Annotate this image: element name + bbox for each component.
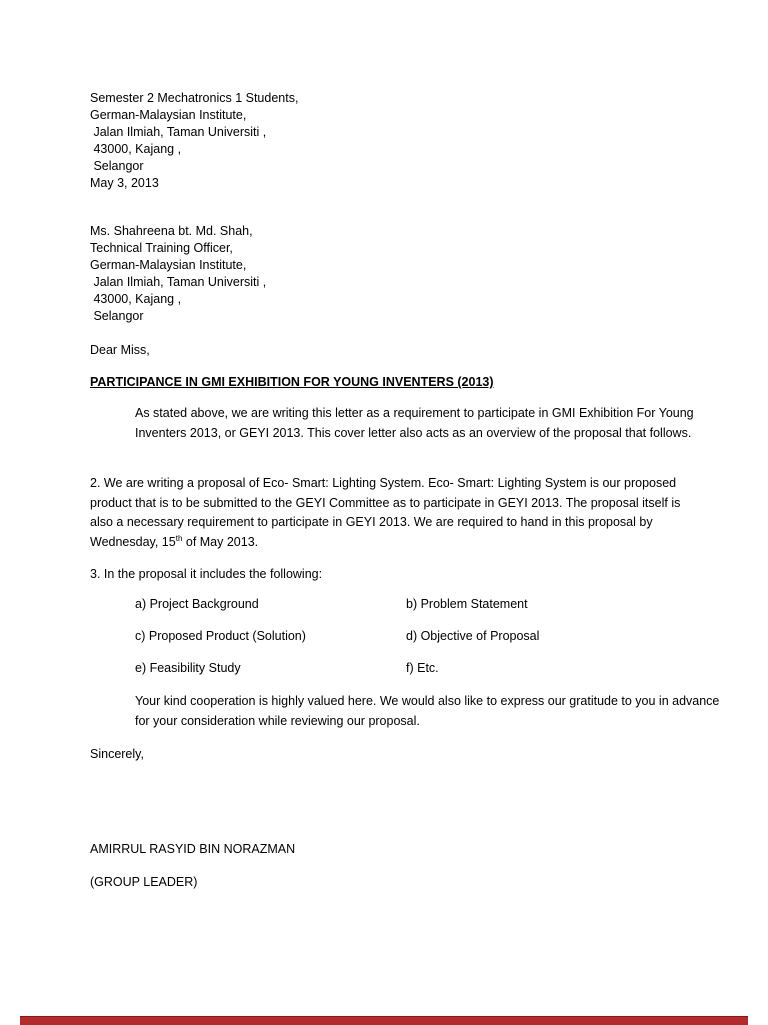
signoff: Sincerely, [90, 747, 144, 761]
recipient-line: Selangor [90, 309, 144, 323]
subject-line: PARTICIPANCE IN GMI EXHIBITION FOR YOUNG INVENTERS (2013) [90, 375, 494, 389]
list-item: f) Etc. [406, 661, 439, 675]
sender-line: Semester 2 Mechatronics 1 Students, [90, 91, 299, 105]
sender-line: 43000, Kajang , [90, 142, 182, 156]
list-item: d) Objective of Proposal [406, 629, 540, 643]
list-item: e) Feasibility Study [135, 661, 241, 675]
sender-address [90, 90, 690, 192]
paragraph-2 [90, 474, 690, 552]
signer-name: AMIRRUL RASYID BIN NORAZMAN [90, 842, 296, 856]
paragraph-2-end: of May 2013. [182, 534, 259, 549]
recipient-line: Ms. Shahreena bt. Md. Shah, [90, 224, 253, 238]
signer-title: (GROUP LEADER) [90, 875, 198, 889]
recipient-line: Technical Training Officer, [90, 241, 233, 255]
ordinal-suffix: th [175, 533, 183, 543]
salutation: Dear Miss, [90, 343, 150, 357]
paragraph-1: As stated above, we are writing this letter as a requirement to participate in GMI Exhibition For Young Inventers 2013, or GEYI 2013. This cover letter also acts as an overview of the proposal that follows. [135, 406, 694, 440]
recipient-line: German-Malaysian Institute, [90, 258, 247, 272]
closing-paragraph: Your kind cooperation is highly valued here. We would also like to express our gratitude to you in advance for your consideration while reviewing our proposal. [135, 694, 720, 728]
recipient-address [90, 223, 690, 325]
recipient-line: Jalan Ilmiah, Taman Universiti , [90, 275, 267, 289]
list-row [135, 629, 695, 649]
list-item: a) Project Background [135, 597, 259, 611]
list-item: b) Problem Statement [406, 597, 528, 611]
sender-line: Jalan Ilmiah, Taman Universiti , [90, 125, 267, 139]
list-row [135, 597, 695, 617]
paragraph-3: 3. In the proposal it includes the following: [90, 567, 323, 581]
list-item: c) Proposed Product (Solution) [135, 629, 306, 643]
paragraph-2-text: 2. We are writing a proposal of Eco- Smart: Lighting System. Eco- Smart: Lighting System is our proposed product that is to be submitted to the GEYI Committee as to participate in GEYI 2013. The proposal itself is also a necessary requirement to participate in GEYI 2013. We are required to hand in this proposal by Wednesday, 15 [90, 476, 681, 549]
list-row [135, 661, 695, 681]
sender-line: Selangor [90, 159, 144, 173]
sender-line: German-Malaysian Institute, [90, 108, 247, 122]
letter-date: May 3, 2013 [90, 176, 159, 190]
recipient-line: 43000, Kajang , [90, 292, 182, 306]
